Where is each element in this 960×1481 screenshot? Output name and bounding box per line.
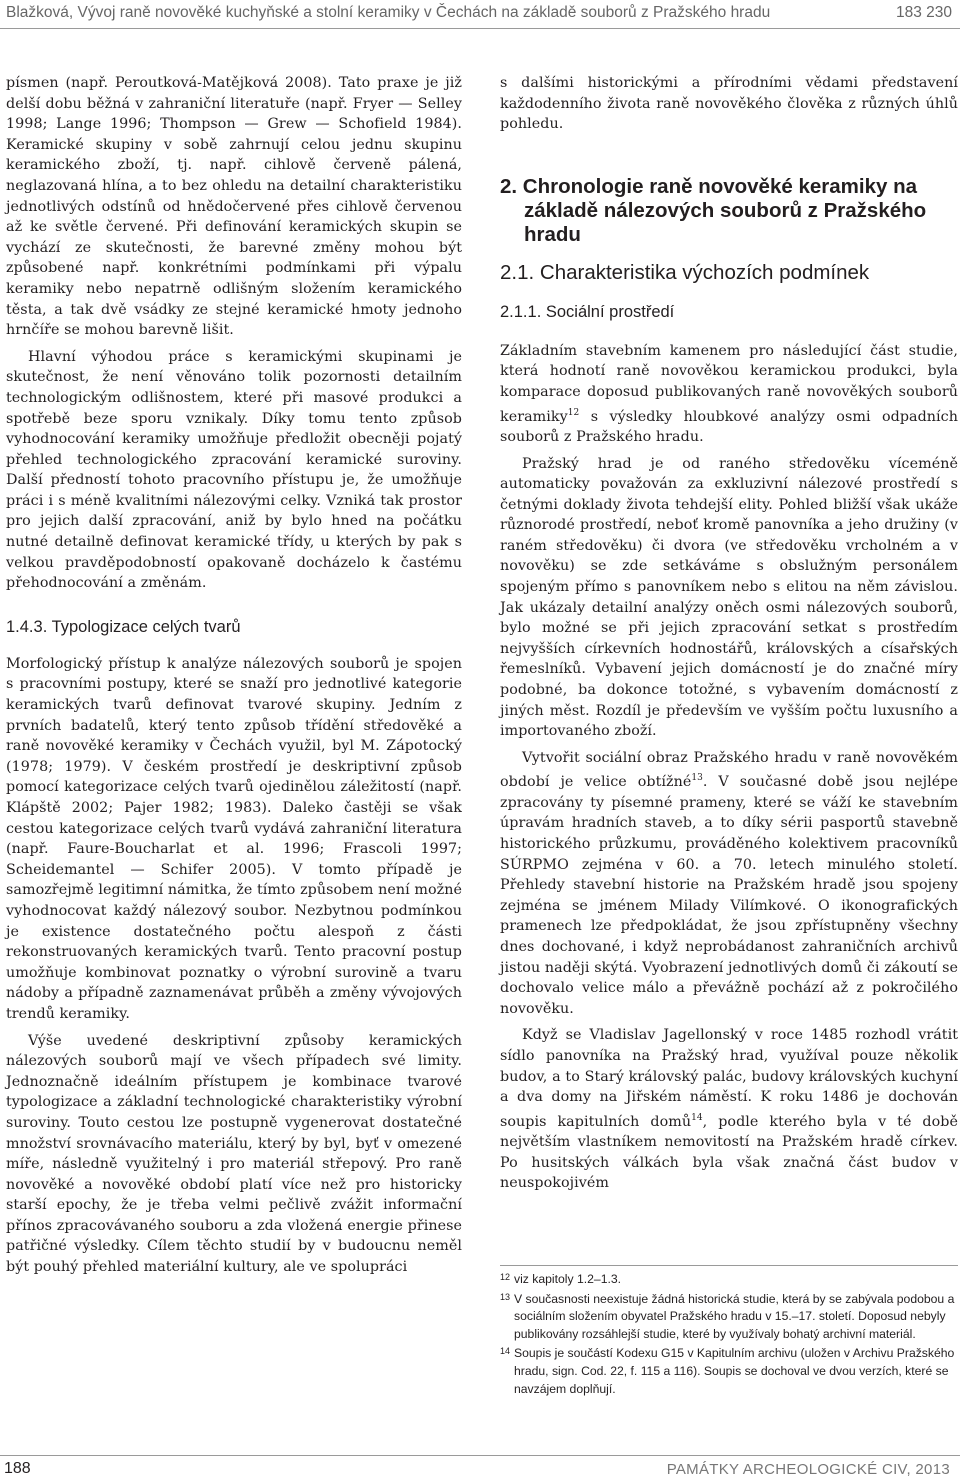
footnote [500,1345,958,1398]
footnotes [500,1265,958,1400]
left-column [6,73,462,1278]
footnote-ref-14[interactable]: 14 [691,1112,703,1123]
section-heading-1-4-3: 1.4.3. Typologizace celých tvarů [6,617,241,636]
footnote-number: 13 [500,1291,511,1302]
page-number: 188 [4,1460,31,1477]
paragraph-text: s výsledky hloubkové analýzy osmi odpadních souborů z Pražského hradu. [500,408,958,445]
section-heading-2-1: 2.1. Charakteristika výchozích podmínek [500,260,870,284]
paragraph-text: Vytvořit sociální obraz Pražského hradu v raně novověkém období je velice obtížné [500,749,958,791]
right-column [500,73,958,1194]
paragraph: Výše uvedené deskriptivní způsoby keramických nálezových souborů mají ve všech případech své limity. Jednoznačně ideálním přístupem je kombinace tvarové typologizace a základní technologické charakteristiky výrobní suroviny. Touto cestou lze postupně vygenerovat dostatečné množství srovnávacího materiálu, který by byl, byť v omezené míře, následně využitelný i pro materiál střepový. Pro raně novověké a novověké období platí více než pro historicky starší epochy, že je třeba velmi pečlivě zvážit informační přínos zpracovávaného souboru a zda vložená energie přinese patřičné výsledky. Cílem těchto studií by v budoucnu neměl být pouhý přehled materiální kultury, ale ve spolupráci [6,1032,462,1276]
footnote [500,1291,958,1344]
footnote-number: 12 [500,1272,511,1282]
paragraph: Hlavní výhodou práce s keramickými skupinami je skutečnost, že není věnováno tolik pozornosti detailním technologickým odlišnostem, které při masové produkci a spotřebě beze sporu vznikaly. Díky tomu tento způsob vyhodnocování keramiky umožňuje předložit obecněji pojatý přehled technologického zpracování keramické suroviny. Další předností tohoto pracovního přístupu je, že umožňuje práci i s méně kvalitními nálezovými celky. Vzniká tak prostor pro jejich další zpracování, aniž by bylo hned na počátku nutné detailně definovat keramické třídy, u kterých by pak s velkou pravděpodobností opakovaně docházelo k častému přehodnocování a změnám. [6,348,462,592]
footnote [500,1271,958,1289]
paragraph: Morfologický přístup k analýze nálezových souborů je spojen s pracovními postupy, které se snaží pro jednotlivé kategorie keramických tvarů definovat tvarové skupiny. Jedním z prvních badatelů, který tento způsob třídění středověké a raně novověké keramiky v Čechách využil, byl M. Zápotocký (1978; 1979). V českém prostředí je deskriptivní způsob pomocí kategorizace celých tvarů ojedinělou záležitostí (např. Klápště 2002; Pajer 1982; 1983). Daleko častěji se však cestou kategorizace celých tvarů vydává zahraniční literatura (např. Faure-Boucharlat et al. 1996; Frascoli 1997; Scheidemantel — Schifer 2005). V tomto případě je samozřejmě legitimní námitka, že tímto způsobem není možné vyhodnocovat každý nálezový soubor. Nezbytnou podmínkou je existence dostatečného počtu alespoň z části rekonstruovaných keramických tvarů. Tento pracovní postup umožňuje kombinovat poznatky o výrobní surovině a tvaru nádoby a případně zaznamenávat průběh a změny vývojových trendů keramiky. [6,655,462,1022]
running-head [0,0,960,29]
paragraph: písmen (např. Peroutková-Matějková 2008). Tato praxe je již delší dobu běžná v zahraniční literatuře (např. Fryer — Selley 1998; Lange 1996; Thompson — Grew — Schofield 1984). Keramické skupiny v sobě zahrnují celou jednu skupinu keramického zboží, tj. např. cihlově červeně pálená, neglazovaná hlína, a to bez ohledu na detailní charakteristiku jednotlivých odstínů od hnědočervené přes cihlově červenou až ke světle červené. Při definování keramických skupin se vychází ze skutečnosti, že barevné změny mohou být způsobené např. konkrétními podmínkami při výpalu keramiky nebo nepatrně odlišným složením keramického těsta, a tak dvě vsádky ze stejné keramické hmoty jednoho hrnčíře se mohou barevně lišit. [6,75,462,339]
paragraph [500,341,958,448]
paragraph-text: , podle kterého byla v té době největším vlastníkem nemovitostí na Pražském hradě církev. Po husitských válkách byla však značná část budov v neuspokojivém [500,1113,958,1192]
paragraph-text: Základním stavebním kamenem pro následující část studie, která hodnotí raně novověkou keramickou produkci, byla komparace doposud publikovaných raně novověkých souborů keramiky [500,342,958,425]
running-foot [0,1455,960,1481]
footnote-text: viz kapitoly 1.2–1.3. [514,1272,622,1286]
paragraph: s dalšími historickými a přírodními vědami představení každodenního života raně novověkého člověka z různých úhlů pohledu. [500,75,958,133]
paragraph-text: Když se Vladislav Jagellonský v roce 1485 rozhodl vrátit sídlo panovníka na Pražský hrad, využíval pouze několik budov, a to Starý královský palác, budovy královských kuchyní a dva domy na Jiřském náměstí. K roku 1486 je dochován soupis kapitulních domů [500,1027,958,1130]
chapter-heading-2: 2. Chronologie raně novověké keramiky na základě nálezových souborů z Pražského hradu [500,174,927,246]
running-head-page-range: 183 230 [895,4,952,21]
paragraph-text: . V současné době jsou nejlépe zpracovány ty písemné prameny, které se váží ke stavebním úpravám hradních staveb, a to díky sérii pasportů stavebně historického průzkumu, prováděného kolektivem pracovníků SÚRPMO zejména v 60. a 70. letech minulého století. Přehledy stavební historie na Pražském hradě jsou spojeny zejména se jménem Milady Vilímkové. O ikonografických pramenech lze předpokládat, že jsou zpřístupněny všechny dnes dochované, i když neprobádanost zahraničních archivů jistou naději skýtá. Vyobrazení jednotlivých domů či zákoutí se dochovalo velice málo a převážně pochází až z pokročilého novověku. [500,774,958,1017]
paragraph [500,748,958,1019]
journal-name: PAMÁTKY ARCHEOLOGICKÉ CIV, 2013 [666,1461,950,1478]
footnote-number: 14 [500,1346,511,1357]
footnote-text: Soupis je součástí Kodexu G15 v Kapitulním archivu (uložen v Archivu Pražského hradu, sign. Cod. 22, f. 115 a 116). Soupis se dochoval ve dvou verzích, které se navzájem doplňují. [514,1346,955,1396]
subsection-heading-2-1-1: 2.1.1. Sociální prostředí [500,302,675,321]
footnote-ref-12[interactable]: 12 [567,407,580,418]
paragraph [500,1025,958,1194]
paragraph: Pražský hrad je od raného středověku víceméně automaticky považován za exkluzivní nálezové prostředí s četnými doklady života tehdejší elity. Pohled bližší však ukáže různorodé prostředí, neboť kromě panovníka a jeho družiny (v raném středověku) či dvora (ve středověku vrcholném a v novověku) se zde setkáváme s obslužným personálem spojeným přímo s panovníkem nebo s elitou na něm závislou. Jak ukázaly detailní analýzy oněch osmi nálezových souborů, bylo možné se při jejich zpracování setkat s prostředím nejvyšších církevních hodnostářů, královských a císařských řemeslníků. Vybavení jejich domácností je do značné míry podobné, ba dokonce totožné, s vybavením domácností z jiných měst. Rozdíl je především ve vyšším počtu luxusního a importovaného zboží. [500,455,958,740]
running-head-title: Blažková, Vývoj raně novověké kuchyňské a stolní keramiky v Čechách na základě souborů z Pražského hradu [6,4,771,21]
footnote-text: V současnosti neexistuje žádná historická studie, která by se zabývala podobou a sociálním složením obyvatel Pražského hradu v 15.–17. století. Doposud nebyly publikovány rozsáhlejší studie, které by využívaly bohatý archivní materiál. [514,1291,955,1341]
footnote-ref-13[interactable]: 13 [691,773,703,784]
